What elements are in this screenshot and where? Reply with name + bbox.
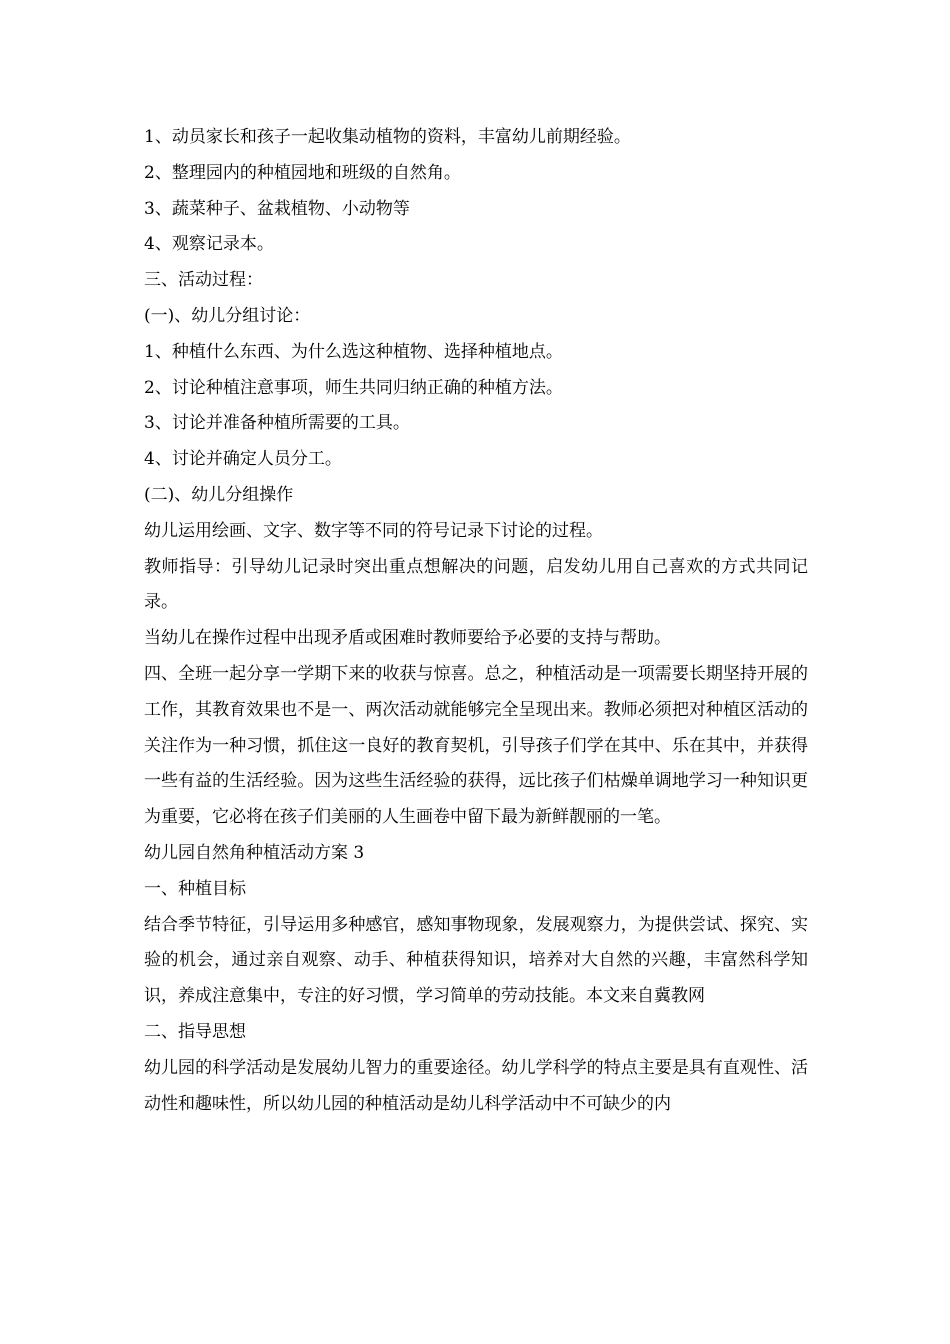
subheading-group-operation: (二)、幼儿分组操作 [144, 484, 294, 505]
list-item-collect-materials: 1、动员家长和孩子一起收集动植物的资料，丰富幼儿前期经验。 [144, 127, 631, 147]
list-item-record-book: 4、观察记录本。 [144, 234, 274, 255]
plan-title: 幼儿园自然角种植活动方案 3 [144, 842, 365, 863]
paragraph-teacher-guidance: 教师指导：引导幼儿记录时突出重点想解决的问题，启发幼儿用自己喜欢的方式共同记录。 [144, 556, 808, 613]
list-item-assign-roles: 4、讨论并确定人员分工。 [144, 449, 342, 470]
section-heading-guiding-ideology: 二、指导思想 [144, 1021, 246, 1042]
section-heading-activity-process: 三、活动过程： [144, 270, 263, 291]
list-item-what-to-plant: 1、种植什么东西、为什么选这种植物、选择种植地点。 [144, 341, 563, 362]
subheading-group-discussion: (一)、幼儿分组讨论： [144, 305, 311, 326]
paragraph-recording-symbols: 幼儿运用绘画、文字、数字等不同的符号记录下讨论的过程。 [144, 520, 603, 541]
document-body [144, 120, 808, 1122]
paragraph-teacher-support: 当幼儿在操作过程中出现矛盾或困难时教师要给予必要的支持与帮助。 [144, 628, 671, 649]
paragraph-planting-goals: 结合季节特征，引导运用多种感官，感知事物现象，发展观察力，为提供尝试、探究、实验的机会，通过亲自观察、动手、种植获得知识，培养对大自然的兴趣，丰富然科学知识，养成注意集中，专注的好习惯，学习简单的劳动技能。本文来自冀教网 [144, 914, 808, 1007]
paragraph-guiding-ideology: 幼儿园的科学活动是发展幼儿智力的重要途径。幼儿学科学的特点主要是具有直观性、活动性和趣味性，所以幼儿园的种植活动是幼儿科学活动中不可缺少的内 [144, 1057, 808, 1114]
list-item-prepare-tools: 3、讨论并准备种植所需要的工具。 [144, 413, 410, 434]
list-item-seeds-plants: 3、蔬菜种子、盆栽植物、小动物等 [144, 198, 410, 219]
list-item-arrange-garden: 2、整理园内的种植园地和班级的自然角。 [144, 162, 461, 183]
list-item-planting-precautions: 2、讨论种植注意事项，师生共同归纳正确的种植方法。 [144, 377, 563, 398]
paragraph-class-sharing: 四、全班一起分享一学期下来的收获与惊喜。总之，种植活动是一项需要长期坚持开展的工作，其教育效果也不是一、两次活动就能够完全呈现出来。教师必须把对种植区活动的关注作为一种习惯，抓住这一良好的教育契机，引导孩子们学在其中、乐在其中，并获得一些有益的生活经验。因为这些生活经验的获得，远比孩子们枯燥单调地学习一种知识更为重要，它必将在孩子们美丽的人生画卷中留下最为新鲜靓丽的一笔。 [144, 663, 808, 828]
section-heading-planting-goals: 一、种植目标 [144, 878, 246, 899]
